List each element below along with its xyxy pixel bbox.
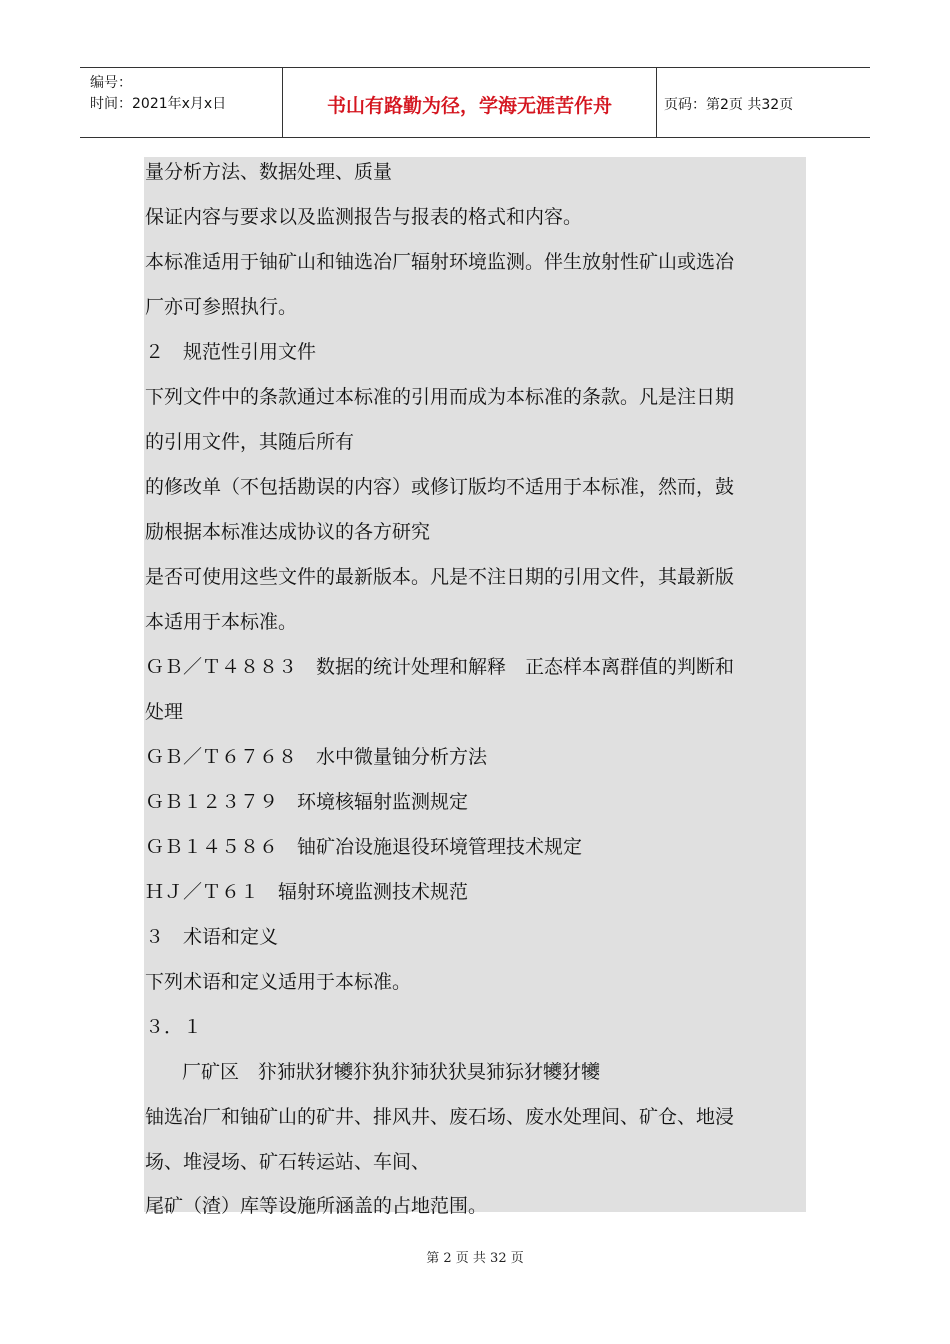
reference-line: ＧＢ１２３７９ 环境核辐射监测规定 [145,791,469,813]
header-motto-cell [282,68,657,137]
content-line: 是否可使用这些文件的最新版本。凡是不注日期的引用文件，其最新版 [145,566,735,588]
header-meta-cell [80,68,282,137]
content-line: 的引用文件，其随后所有 [145,431,355,453]
subsection-number: ３．１ [145,1016,203,1038]
page-footer: 第 2 页 共 32 页 [426,1251,524,1266]
term-line: 厂矿区 犿犻狀犲犪犿犱犿犻犾犾狊犻狋犲犪犲犪 [163,1061,601,1083]
document-number-label: 编号： [90,75,132,91]
header-motto: 书山有路勤为径，学海无涯苦作舟 [326,95,612,117]
content-line: 下列文件中的条款通过本标准的引用而成为本标准的条款。凡是注日期 [145,386,735,408]
content-line: 处理 [145,701,184,723]
content-line: 下列术语和定义适用于本标准。 [145,971,412,993]
document-date-label: 时间：2021年x月x日 [90,96,227,112]
page-header [80,67,870,138]
reference-line: ＧＢ１４５８６ 铀矿冶设施退役环境管理技术规定 [145,836,583,858]
section-heading: ２ 规范性引用文件 [145,341,317,363]
content-line: 场、堆浸场、矿石转运站、车间、 [145,1151,431,1173]
content-line: 铀选冶厂和铀矿山的矿井、排风井、废石场、废水处理间、矿仓、地浸 [145,1106,735,1128]
section-heading: ３ 术语和定义 [145,926,279,948]
content-line: 本标准适用于铀矿山和铀选冶厂辐射环境监测。伴生放射性矿山或选冶 [145,251,735,273]
content-line: 保证内容与要求以及监测报告与报表的格式和内容。 [145,206,583,228]
content-line: 的修改单（不包括勘误的内容）或修订版均不适用于本标准，然而，鼓 [145,476,735,498]
reference-line: ＨＪ／Ｔ６１ 辐射环境监测技术规范 [145,881,469,903]
content-line: 厂亦可参照执行。 [145,296,298,318]
content-line: 励根据本标准达成协议的各方研究 [145,521,431,543]
content-line: 尾矿（渣）库等设施所涵盖的占地范围。 [145,1195,488,1217]
reference-line: ＧＢ／Ｔ４８８３ 数据的统计处理和解释 正态样本离群值的判断和 [145,656,735,678]
header-page-cell [656,68,870,137]
header-page-info: 页码：第2页 共32页 [664,97,794,113]
content-line: 本适用于本标准。 [145,611,298,633]
reference-line: ＧＢ／Ｔ６７６８ 水中微量铀分析方法 [145,746,488,768]
content-line: 量分析方法、数据处理、质量 [145,161,393,183]
